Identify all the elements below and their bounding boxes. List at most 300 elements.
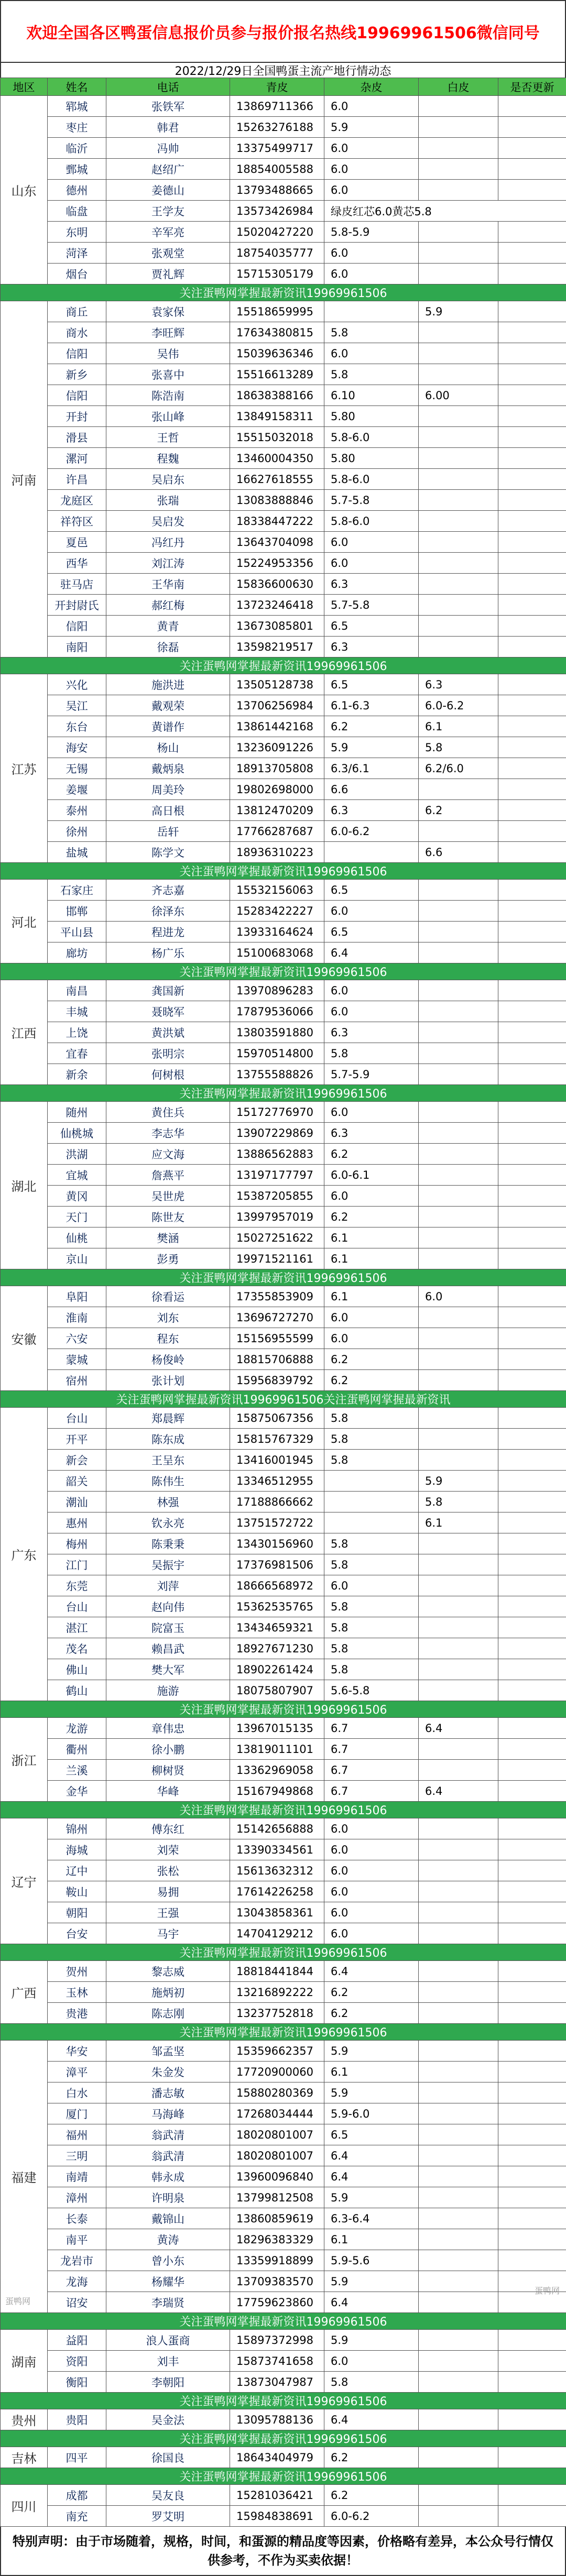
- table-row: [1, 1680, 566, 1701]
- green-shell-price: 5.8: [324, 1429, 419, 1450]
- table-row: [1, 2062, 566, 2082]
- banner-row: [1, 1085, 566, 1102]
- green-shell-price: 6.3-6.4: [324, 2208, 419, 2229]
- green-shell-price: 5.9: [324, 2082, 419, 2103]
- contact-cell: 冯帅: [106, 138, 230, 159]
- phone-cell: 15156955599: [230, 1328, 324, 1349]
- green-shell-price: 6.0: [324, 1186, 419, 1207]
- mixed-shell-price: [419, 1064, 498, 1085]
- location-cell: 邯郸: [48, 901, 106, 922]
- contact-cell: 华峰: [106, 1781, 230, 1802]
- green-shell-price: 5.7-5.8: [324, 490, 419, 511]
- phone-cell: 13375499717: [230, 138, 324, 159]
- contact-cell: 郑晨辉: [106, 1408, 230, 1429]
- green-shell-price: 5.6-5.8: [324, 1680, 419, 1701]
- table-row: [1, 1043, 566, 1064]
- table-row: [1, 2485, 566, 2506]
- green-shell-price: 5.9: [324, 737, 419, 758]
- mixed-shell-price: [419, 532, 498, 553]
- phone-cell: 15142656888: [230, 1818, 324, 1839]
- banner-text: 关注蛋鸭网掌握最新资讯19969961506: [1, 657, 566, 674]
- white-shell-price: [498, 1001, 566, 1022]
- region-cell: 山东: [1, 96, 48, 284]
- phone-cell: 18338447222: [230, 511, 324, 532]
- phone-cell: 15984838691: [230, 2506, 324, 2527]
- white-shell-price: [498, 2062, 566, 2082]
- phone-cell: 13346512955: [230, 1471, 324, 1492]
- white-shell-price: [498, 779, 566, 800]
- phone-cell: 13933164624: [230, 922, 324, 942]
- table-row: [1, 737, 566, 758]
- green-shell-price: 6.0: [324, 1102, 419, 1123]
- contact-cell: 张计划: [106, 1370, 230, 1391]
- phone-cell: 18296383329: [230, 2229, 324, 2250]
- green-shell-price: 6.2: [324, 1370, 419, 1391]
- location-cell: 辽中: [48, 1860, 106, 1881]
- green-shell-price: 6.5: [324, 2124, 419, 2145]
- phone-cell: 15362535765: [230, 1596, 324, 1617]
- phone-cell: 15970514800: [230, 1043, 324, 1064]
- mixed-shell-price: [419, 448, 498, 469]
- mixed-shell-price: [419, 2166, 498, 2187]
- region-cell: 河北: [1, 880, 48, 963]
- white-shell-price: [498, 1286, 566, 1307]
- green-shell-price: 5.9: [324, 2187, 419, 2208]
- phone-cell: 13723246418: [230, 595, 324, 616]
- white-shell-price: [498, 2409, 566, 2430]
- mixed-shell-price: [419, 180, 498, 201]
- contact-cell: 潘志敏: [106, 2082, 230, 2103]
- green-shell-price: 6.1: [324, 1227, 419, 1248]
- phone-cell: 13970896283: [230, 980, 324, 1001]
- location-cell: 龙海: [48, 2271, 106, 2292]
- phone-cell: 13812470209: [230, 800, 324, 821]
- white-shell-price: [498, 695, 566, 716]
- green-shell-price: 6.7: [324, 1760, 419, 1781]
- contact-cell: 徐泽东: [106, 901, 230, 922]
- phone-cell: 13643704098: [230, 532, 324, 553]
- green-shell-price: 6.7: [324, 1781, 419, 1802]
- white-shell-price: [498, 1982, 566, 2003]
- phone-cell: 18902261424: [230, 1659, 324, 1680]
- location-cell: 资阳: [48, 2351, 106, 2372]
- table-row: [1, 1781, 566, 1802]
- location-cell: 南平: [48, 2229, 106, 2250]
- white-shell-price: [498, 96, 566, 117]
- table-row: [1, 1533, 566, 1554]
- mixed-shell-price: [419, 942, 498, 963]
- white-shell-price: [498, 301, 566, 322]
- green-shell-price: 6.3/6.1: [324, 758, 419, 779]
- location-cell: 海安: [48, 737, 106, 758]
- white-shell-price: [498, 1370, 566, 1391]
- location-cell: 金华: [48, 1781, 106, 1802]
- contact-cell: 刘东: [106, 1307, 230, 1328]
- green-shell-price: 6.0: [324, 1860, 419, 1881]
- contact-cell: 姜德山: [106, 180, 230, 201]
- location-cell: 鞍山: [48, 1881, 106, 1902]
- location-cell: 宜春: [48, 1043, 106, 1064]
- location-cell: 韶关: [48, 1471, 106, 1492]
- table-row: [1, 385, 566, 406]
- location-cell: 龙庭区: [48, 490, 106, 511]
- contact-cell: 张松: [106, 1860, 230, 1881]
- contact-cell: 詹燕平: [106, 1165, 230, 1186]
- green-shell-price: 5.8: [324, 322, 419, 343]
- table-row: [1, 637, 566, 657]
- green-shell-price: 6.2: [324, 1144, 419, 1165]
- mixed-shell-price: [419, 2187, 498, 2208]
- white-shell-price: [498, 553, 566, 574]
- mixed-shell-price: [419, 595, 498, 616]
- location-cell: 诏安: [48, 2292, 106, 2313]
- white-shell-price: [498, 2145, 566, 2166]
- white-shell-price: [498, 1328, 566, 1349]
- location-cell: 台山: [48, 1408, 106, 1429]
- mixed-shell-price: [419, 1450, 498, 1471]
- banner-text: 关注蛋鸭网掌握最新资讯19969961506: [1, 2313, 566, 2330]
- white-shell-price: [498, 490, 566, 511]
- contact-cell: 张山峰: [106, 406, 230, 427]
- location-cell: 三明: [48, 2145, 106, 2166]
- phone-cell: 18075807907: [230, 1680, 324, 1701]
- green-shell-price: 6.0: [324, 1001, 419, 1022]
- mixed-shell-price: [419, 1207, 498, 1227]
- table-row: [1, 695, 566, 716]
- phone-cell: 13967015135: [230, 1718, 324, 1739]
- white-shell-price: [498, 2330, 566, 2351]
- table-row: [1, 1064, 566, 1085]
- location-cell: 天门: [48, 1207, 106, 1227]
- banner-text: 关注蛋鸭网掌握最新资讯19969961506: [1, 2468, 566, 2485]
- location-cell: 徐州: [48, 821, 106, 842]
- location-cell: 枣庄: [48, 117, 106, 138]
- phone-cell: 15283422227: [230, 901, 324, 922]
- table-row: [1, 1554, 566, 1575]
- phone-cell: 17614226258: [230, 1881, 324, 1902]
- contact-cell: 王学友: [106, 201, 230, 222]
- phone-cell: 13696727270: [230, 1307, 324, 1328]
- white-shell-price: [498, 1596, 566, 1617]
- green-shell-price: 5.8-6.0: [324, 469, 419, 490]
- mixed-shell-price: 6.0: [419, 1286, 498, 1307]
- white-shell-price: [498, 1839, 566, 1860]
- table-row: [1, 2250, 566, 2271]
- phone-cell: 15224953356: [230, 553, 324, 574]
- contact-cell: 吴启东: [106, 469, 230, 490]
- table-row: [1, 1961, 566, 1982]
- region-cell: 广西: [1, 1961, 48, 2024]
- mixed-shell-price: [419, 1186, 498, 1207]
- white-shell-price: [498, 2003, 566, 2024]
- green-shell-price: 6.0-6.2: [324, 2506, 419, 2527]
- table-row: [1, 1286, 566, 1307]
- white-shell-price: [498, 616, 566, 637]
- phone-cell: 15880280369: [230, 2082, 324, 2103]
- green-shell-price: 5.9: [324, 117, 419, 138]
- mixed-shell-price: [419, 1349, 498, 1370]
- contact-cell: 贾礼辉: [106, 264, 230, 284]
- phone-cell: 13359918899: [230, 2250, 324, 2271]
- green-shell-price: 5.80: [324, 406, 419, 427]
- white-shell-price: [498, 1902, 566, 1923]
- white-shell-price: [498, 1617, 566, 1638]
- mixed-shell-price: [419, 1638, 498, 1659]
- green-shell-price: 5.8-6.0: [324, 427, 419, 448]
- contact-cell: 罗艾明: [106, 2506, 230, 2527]
- region-cell: 福建: [1, 2041, 48, 2313]
- location-cell: 梅州: [48, 1533, 106, 1554]
- phone-cell: 15836600630: [230, 574, 324, 595]
- white-shell-price: [498, 1492, 566, 1512]
- white-shell-price: [498, 674, 566, 695]
- location-cell: 洪湖: [48, 1144, 106, 1165]
- mixed-shell-price: [419, 1680, 498, 1701]
- banner-text: 关注蛋鸭网掌握最新资讯19969961506: [1, 863, 566, 880]
- table-row: [1, 222, 566, 243]
- white-shell-price: [498, 406, 566, 427]
- banner-row: [1, 2430, 566, 2447]
- phone-cell: 13573426984: [230, 201, 324, 222]
- table-row: [1, 1638, 566, 1659]
- banner-row: [1, 2468, 566, 2485]
- location-cell: 漳平: [48, 2062, 106, 2082]
- mixed-shell-price: [419, 2271, 498, 2292]
- phone-cell: 18854005588: [230, 159, 324, 180]
- green-shell-price: 6.0: [324, 532, 419, 553]
- table-row: [1, 800, 566, 821]
- phone-cell: 13803591880: [230, 1022, 324, 1043]
- location-cell: 台安: [48, 1923, 106, 1944]
- green-shell-price: 6.0: [324, 1818, 419, 1839]
- table-row: [1, 138, 566, 159]
- phone-cell: 15956839792: [230, 1370, 324, 1391]
- green-shell-price: 6.2: [324, 2003, 419, 2024]
- mixed-shell-price: [419, 2124, 498, 2145]
- phone-cell: 13861442168: [230, 716, 324, 737]
- table-row: [1, 406, 566, 427]
- contact-cell: 冯红丹: [106, 532, 230, 553]
- location-cell: 六安: [48, 1328, 106, 1349]
- banner-text: 关注蛋鸭网掌握最新资讯19969961506: [1, 1269, 566, 1286]
- table-row: [1, 180, 566, 201]
- white-shell-price: [498, 1043, 566, 1064]
- mixed-shell-price: [419, 1165, 498, 1186]
- white-shell-price: [498, 1512, 566, 1533]
- green-shell-price: 6.4: [324, 942, 419, 963]
- green-shell-price: 6.10: [324, 385, 419, 406]
- col-mixed-shell: 杂皮: [324, 78, 419, 96]
- mixed-shell-price: [419, 1328, 498, 1349]
- mixed-shell-price: [419, 1596, 498, 1617]
- region-cell: 安徽: [1, 1286, 48, 1391]
- phone-cell: 13709383570: [230, 2271, 324, 2292]
- table-row: [1, 2447, 566, 2468]
- white-shell-price: [498, 1408, 566, 1429]
- green-shell-price: 6.5: [324, 880, 419, 901]
- phone-cell: 13799812508: [230, 2187, 324, 2208]
- contact-cell: 杨广乐: [106, 942, 230, 963]
- table-row: [1, 1471, 566, 1492]
- mixed-shell-price: [419, 2229, 498, 2250]
- table-row: [1, 1022, 566, 1043]
- white-shell-price: [498, 364, 566, 385]
- mixed-shell-price: [419, 427, 498, 448]
- green-shell-price: 6.1: [324, 1248, 419, 1269]
- phone-cell: 13997957019: [230, 1207, 324, 1227]
- green-shell-price: [324, 1512, 419, 1533]
- white-shell-price: [498, 322, 566, 343]
- mixed-shell-price: [419, 117, 498, 138]
- contact-cell: 吴启发: [106, 511, 230, 532]
- table-row: [1, 1923, 566, 1944]
- phone-cell: 15020427220: [230, 222, 324, 243]
- green-shell-price: 6.0: [324, 343, 419, 364]
- banner-row: [1, 1802, 566, 1818]
- green-shell-price: 6.7: [324, 1739, 419, 1760]
- green-shell-price: 5.8: [324, 1450, 419, 1471]
- location-cell: 潮汕: [48, 1492, 106, 1512]
- table-row: [1, 2166, 566, 2187]
- table-row: [1, 159, 566, 180]
- table-row: [1, 1144, 566, 1165]
- location-cell: 龙岩市: [48, 2250, 106, 2271]
- location-cell: 开封: [48, 406, 106, 427]
- green-shell-price: 6.0: [324, 264, 419, 284]
- contact-cell: 张喜中: [106, 364, 230, 385]
- green-shell-price: 6.3: [324, 1123, 419, 1144]
- green-shell-price: 6.4: [324, 2292, 419, 2313]
- table-row: [1, 1408, 566, 1429]
- white-shell-price: [498, 2506, 566, 2527]
- white-shell-price: [498, 343, 566, 364]
- location-cell: 衢州: [48, 1739, 106, 1760]
- phone-cell: 15387205855: [230, 1186, 324, 1207]
- phone-cell: 15359662357: [230, 2041, 324, 2062]
- contact-cell: 马海峰: [106, 2103, 230, 2124]
- table-row: [1, 117, 566, 138]
- location-cell: 贺州: [48, 1961, 106, 1982]
- green-shell-price: 6.2: [324, 2485, 419, 2506]
- table-row: [1, 2082, 566, 2103]
- contact-cell: 何树根: [106, 1064, 230, 1085]
- phone-cell: 13886562883: [230, 1144, 324, 1165]
- banner-row: [1, 1701, 566, 1718]
- contact-cell: 易拥: [106, 1881, 230, 1902]
- mixed-shell-price: [419, 616, 498, 637]
- table-row: [1, 1839, 566, 1860]
- mixed-shell-price: [419, 1554, 498, 1575]
- mixed-shell-price: [419, 138, 498, 159]
- location-cell: 宿州: [48, 1370, 106, 1391]
- contact-cell: 李瑞贤: [106, 2292, 230, 2313]
- table-body: [1, 96, 566, 2527]
- white-shell-price: [498, 1064, 566, 1085]
- white-shell-price: [498, 1575, 566, 1596]
- table-row: [1, 1186, 566, 1207]
- contact-cell: 黄青: [106, 616, 230, 637]
- phone-cell: 17759623860: [230, 2292, 324, 2313]
- green-shell-price: 6.5: [324, 674, 419, 695]
- table-row: [1, 1165, 566, 1186]
- contact-cell: 院富玉: [106, 1617, 230, 1638]
- green-shell-price: 6.4: [324, 1961, 419, 1982]
- phone-cell: 13706256984: [230, 695, 324, 716]
- phone-cell: 18020801007: [230, 2124, 324, 2145]
- contact-cell: 陈秉秉: [106, 1533, 230, 1554]
- green-shell-price: [324, 1471, 419, 1492]
- mixed-shell-price: 6.4: [419, 1718, 498, 1739]
- mixed-shell-price: [419, 406, 498, 427]
- table-row: [1, 1492, 566, 1512]
- mixed-shell-price: [419, 364, 498, 385]
- mixed-shell-price: [419, 2003, 498, 2024]
- phone-cell: 17268034444: [230, 2103, 324, 2124]
- white-shell-price: [498, 2082, 566, 2103]
- mixed-shell-price: [419, 779, 498, 800]
- green-shell-price: 6.3: [324, 800, 419, 821]
- location-cell: 南阳: [48, 637, 106, 657]
- location-cell: 南充: [48, 2506, 106, 2527]
- contact-cell: 吴世虎: [106, 1186, 230, 1207]
- green-shell-price: 6.7: [324, 1718, 419, 1739]
- table-row: [1, 2506, 566, 2527]
- location-cell: 新乡: [48, 364, 106, 385]
- location-cell: 泰州: [48, 800, 106, 821]
- table-row: [1, 2351, 566, 2372]
- table-row: [1, 1429, 566, 1450]
- phone-cell: 18666568972: [230, 1575, 324, 1596]
- contact-cell: 吴金法: [106, 2409, 230, 2430]
- phone-cell: 15027251622: [230, 1227, 324, 1248]
- contact-cell: 柳树贤: [106, 1760, 230, 1781]
- white-shell-price: [498, 2187, 566, 2208]
- table-row: [1, 942, 566, 963]
- location-cell: 上饶: [48, 1022, 106, 1043]
- mixed-shell-price: 6.6: [419, 842, 498, 863]
- region-cell: 四川: [1, 2485, 48, 2527]
- location-cell: 平山县: [48, 922, 106, 942]
- phone-cell: 15039636346: [230, 343, 324, 364]
- white-shell-price: [498, 2166, 566, 2187]
- location-cell: 东莞: [48, 1575, 106, 1596]
- white-shell-price: [498, 469, 566, 490]
- green-shell-price: 6.0-6.2: [324, 821, 419, 842]
- location-cell: 驻马店: [48, 574, 106, 595]
- phone-cell: 15815767329: [230, 1429, 324, 1450]
- phone-cell: 18638388166: [230, 385, 324, 406]
- contact-cell: 徐看运: [106, 1286, 230, 1307]
- green-shell-price: [324, 842, 419, 863]
- location-cell: 鹤山: [48, 1680, 106, 1701]
- contact-cell: 施游: [106, 1680, 230, 1701]
- banner-text: 关注蛋鸭网掌握最新资讯19969961506: [1, 1944, 566, 1961]
- table-row: [1, 553, 566, 574]
- location-cell: 龙游: [48, 1718, 106, 1739]
- contact-cell: 应文海: [106, 1144, 230, 1165]
- phone-cell: 13873047987: [230, 2372, 324, 2393]
- location-cell: 姜堰: [48, 779, 106, 800]
- mixed-shell-price: [419, 2351, 498, 2372]
- location-cell: 黄冈: [48, 1186, 106, 1207]
- location-cell: 德州: [48, 180, 106, 201]
- white-shell-price: [498, 264, 566, 284]
- green-shell-price: 5.8: [324, 1638, 419, 1659]
- phone-cell: 13598219517: [230, 637, 324, 657]
- phone-cell: 15875067356: [230, 1408, 324, 1429]
- table-row: [1, 779, 566, 800]
- mixed-shell-price: 6.4: [419, 1781, 498, 1802]
